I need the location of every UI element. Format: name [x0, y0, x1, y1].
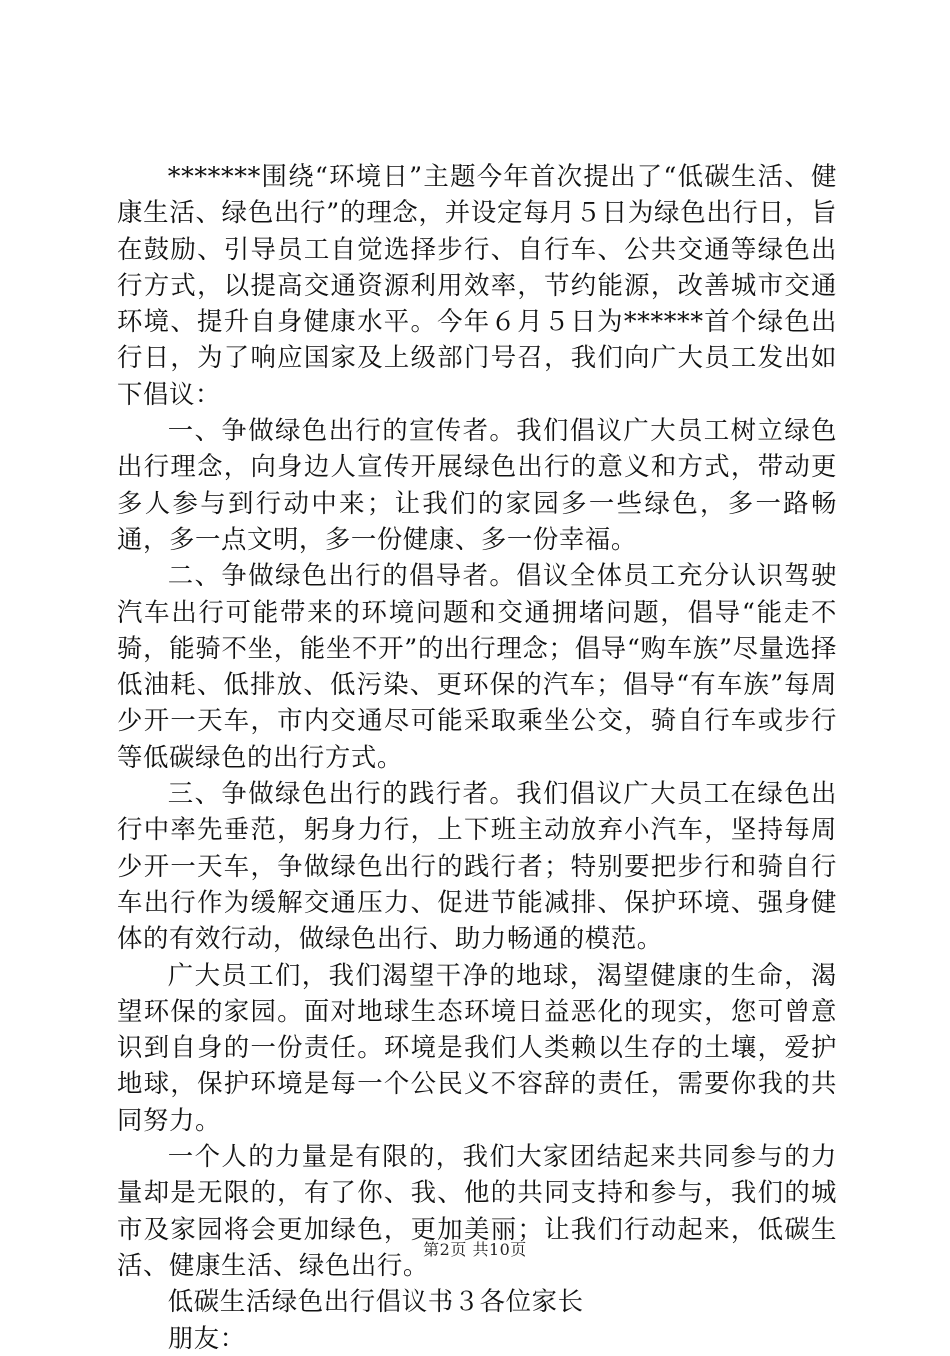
page-footer	[0, 1240, 950, 1260]
paragraph-closing: 一个人的力量是有限的，我们大家团结起来共同参与的力量却是无限的，有了你、我、他的共同支持和参与，我们的城市及家园将会更加绿色，更加美丽；让我们行动起来，低碳生活、健康生活、绿色出行。	[117, 1141, 837, 1280]
page-number-label: 第2页 共10页	[423, 1240, 527, 1259]
paragraph-proposal-1: 一、争做绿色出行的宣传者。我们倡议广大员工树立绿色出行理念，向身边人宣传开展绿色出行的意义和方式，带动更多人参与到行动中来；让我们的家园多一些绿色，多一路畅通，多一点文明，多一份健康、多一份幸福。	[117, 415, 837, 554]
paragraph-salutation: 朋友：	[167, 1322, 246, 1353]
paragraph-next-title: 低碳生活绿色出行倡议书３各位家长	[167, 1286, 584, 1317]
paragraph-appeal: 广大员工们，我们渴望干净的地球，渴望健康的生命，渴望环保的家园。面对地球生态环境日益恶化的现实，您可曾意识到自身的一份责任。环境是我们人类赖以生存的土壤，爱护地球，保护环境是每一个公民义不容辞的责任，需要你我的共同努力。	[117, 959, 837, 1135]
paragraph-intro: *******围绕“环境日”主题今年首次提出了“低碳生活、健康生活、绿色出行”的理念，并设定每月５日为绿色出行日，旨在鼓励、引导员工自觉选择步行、自行车、公共交通等绿色出行方式，以提高交通资源利用效率，节约能源，改善城市交通环境、提升自身健康水平。今年６月５日为******首个绿色出行日，为了响应国家及上级部门号召，我们向广大员工发出如下倡议：	[117, 161, 837, 409]
paragraph-proposal-3: 三、争做绿色出行的践行者。我们倡议广大员工在绿色出行中率先垂范，躬身力行，上下班主动放弃小汽车，坚持每周少开一天车，争做绿色出行的践行者；特别要把步行和骑自行车出行作为缓解交通压力、促进节能减排、保护环境、强身健体的有效行动，做绿色出行、助力畅通的模范。	[117, 778, 837, 954]
document-body	[117, 158, 837, 1356]
paragraph-proposal-2: 二、争做绿色出行的倡导者。倡议全体员工充分认识驾驶汽车出行可能带来的环境问题和交通拥堵问题，倡导“能走不骑，能骑不坐，能坐不开”的出行理念；倡导“购车族”尽量选择低油耗、低排放、低污染、更环保的汽车；倡导“有车族”每周少开一天车，市内交通尽可能采取乘坐公交，骑自行车或步行等低碳绿色的出行方式。	[117, 560, 837, 772]
